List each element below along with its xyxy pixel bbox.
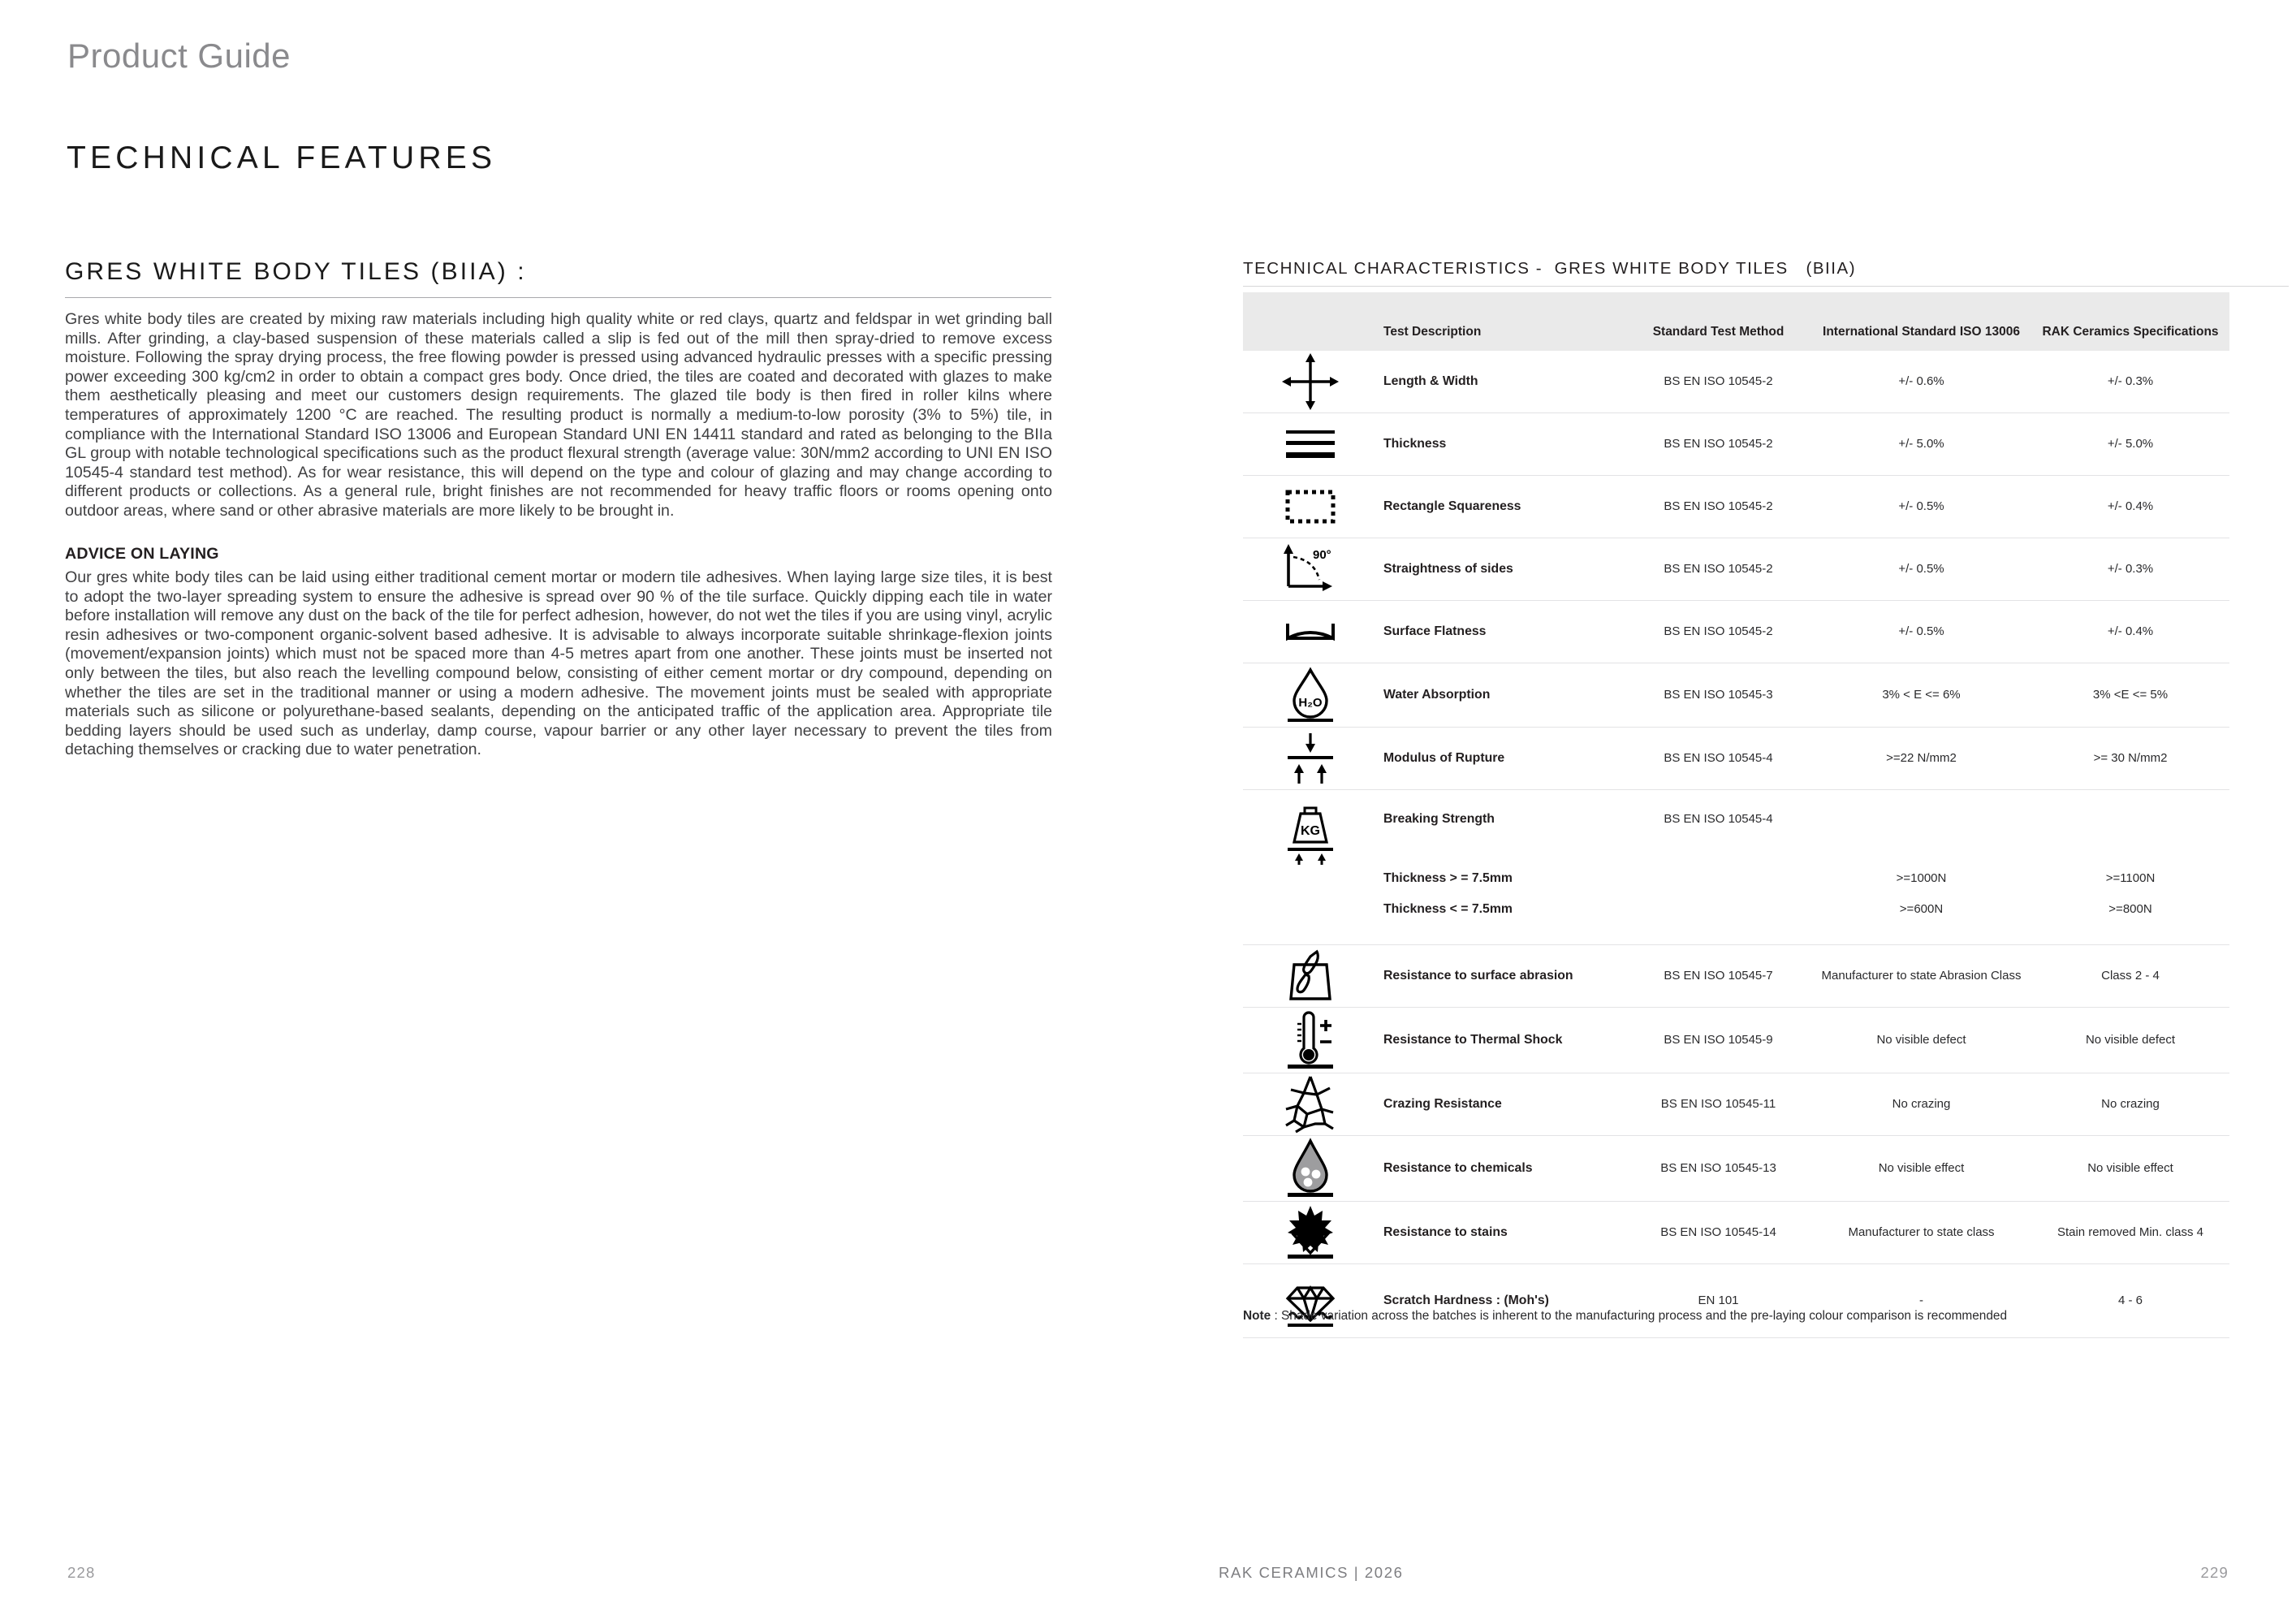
row-rak: 4 - 6 (2117, 1294, 2143, 1307)
table-row (1243, 538, 2229, 601)
row-standard: BS EN ISO 10545-3 (1664, 688, 1773, 702)
crazing-icon (1243, 1073, 1377, 1135)
note-text: : Shade variation across the batches is inherent to the manufacturing process and the pre-laying colour comparison is recommended (1271, 1309, 2008, 1323)
row-iso: Manufacturer to state Abrasion Class (1821, 969, 2022, 983)
subrow-description: Thickness < = 7.5mm (1383, 902, 1513, 916)
row-description: Modulus of Rupture (1383, 751, 1505, 765)
table-row (1243, 728, 2229, 790)
row-iso: Manufacturer to state class (1848, 1225, 1995, 1239)
row-description: Water Absorption (1383, 688, 1491, 702)
row-rak: +/- 0.4% (2107, 624, 2154, 638)
row-description: Resistance to chemicals (1383, 1161, 1533, 1175)
row-rak: +/- 5.0% (2107, 437, 2154, 451)
subsection-title: GRES WHITE BODY TILES (BIIA) : (65, 258, 527, 285)
table-row (1243, 663, 2229, 728)
row-rak: +/- 0.3% (2107, 562, 2154, 576)
table-row-breaking-strength (1243, 790, 2229, 945)
row-description: Resistance to Thermal Shock (1383, 1033, 1563, 1047)
row-iso: >=22 N/mm2 (1886, 751, 1957, 765)
table-row (1243, 413, 2229, 476)
row-rak: No visible defect (2085, 1033, 2176, 1047)
thermal-shock-icon (1243, 1008, 1377, 1073)
row-standard: BS EN ISO 10545-11 (1660, 1097, 1776, 1111)
row-standard: BS EN ISO 10545-2 (1664, 499, 1773, 513)
folio-right: 229 (2200, 1564, 2229, 1581)
table-row (1243, 1073, 2229, 1136)
row-standard: BS EN ISO 10545-14 (1660, 1225, 1776, 1239)
subsection-divider (65, 297, 1051, 298)
table-row (1243, 601, 2229, 663)
page-title: TECHNICAL FEATURES (67, 140, 497, 175)
row-standard: BS EN ISO 10545-13 (1660, 1161, 1776, 1175)
subrow-rak: >=1100N (2105, 871, 2156, 885)
row-rak: No visible effect (2087, 1161, 2173, 1175)
row-standard: BS EN ISO 10545-4 (1664, 751, 1773, 765)
row-standard: BS EN ISO 10545-7 (1664, 969, 1773, 983)
col-header-icon (1243, 339, 1377, 351)
row-standard: BS EN ISO 10545-2 (1664, 562, 1773, 576)
water-absorption-icon (1243, 663, 1377, 727)
subrow-iso: >=1000N (1896, 871, 1947, 885)
row-iso: +/- 0.5% (1898, 624, 1944, 638)
table-note (1243, 1309, 2007, 1324)
row-iso: +/- 5.0% (1898, 437, 1944, 451)
row-iso: No crazing (1892, 1097, 1951, 1111)
col-header-rak: RAK Ceramics Specifications (2042, 325, 2219, 339)
row-description: Resistance to surface abrasion (1383, 969, 1573, 983)
row-rak: 3% <E <= 5% (2092, 688, 2169, 702)
row-iso: +/- 0.6% (1898, 374, 1944, 388)
row-rak: No crazing (2101, 1097, 2160, 1111)
subrow-rak: >=800N (2108, 902, 2152, 916)
row-description: Surface Flatness (1383, 624, 1487, 638)
note-label: Note (1243, 1309, 1271, 1323)
row-rak: Stain removed Min. class 4 (2056, 1225, 2204, 1239)
surface-flatness-icon (1243, 615, 1377, 648)
subrow-description: Thickness > = 7.5mm (1383, 871, 1513, 885)
row-iso: 3% < E <= 6% (1882, 688, 1961, 702)
table-row (1243, 945, 2229, 1008)
row-rak: +/- 0.3% (2107, 374, 2154, 388)
table-row (1243, 1136, 2229, 1202)
svg-text:90°: 90° (1312, 548, 1331, 562)
row-description: Resistance to stains (1383, 1225, 1508, 1239)
col-header-standard: Standard Test Method (1652, 325, 1785, 339)
row-iso: No visible defect (1876, 1033, 1966, 1047)
row-standard: EN 101 (1698, 1294, 1739, 1307)
subrow-iso: >=600N (1899, 902, 1944, 916)
advice-paragraph: Our gres white body tiles can be laid using either traditional cement mortar or modern tile adhesives. When laying large size tiles, it is best to adopt the two-layer spreading system to ensure the adhesive is spread over 90 % of the tile surface. Quickly dipping each tile in water before installation will remove any dust on the back of the tile for perfect adhesion, however, do not wet the tiles if you are using vinyl, acrylic resin adhesives or two-component organic-solvent based adhesive. It is advisable to always incorporate suitable shrinkage-flexion joints (movement/expansion joints) which must not be spaced more than 4-5 metres apart from one another. These joints must be inserted not only between the tiles, but also reach the levelling compound below, consisting of either cement mortar or dry compound, depending on whether the tiles are set in the traditional manner or using a modern adhesive. The movement joints must be sealed with appropriate materials such as silicone or polyurethane-based sealants, depending on the anticipated traffic of the application area. Appropriate tile bedding layers should be used such as underlay, damp course, vapour barrier or any other layer necessary to prevent the tiles from detaching themselves or cracking due to water penetration. (65, 568, 1052, 759)
straightness-icon (1243, 541, 1377, 598)
row-standard: BS EN ISO 10545-4 (1664, 812, 1773, 826)
row-standard: BS EN ISO 10545-2 (1664, 624, 1773, 638)
table-title-divider (1243, 286, 2289, 287)
row-rak: >= 30 N/mm2 (2093, 751, 2168, 765)
row-description: Length & Width (1383, 374, 1478, 388)
technical-characteristics-table (1243, 292, 2229, 1338)
thickness-icon (1243, 422, 1377, 466)
abrasion-icon (1243, 947, 1377, 1005)
row-description: Thickness (1383, 437, 1447, 451)
page-kicker: Product Guide (67, 37, 291, 75)
chemicals-icon (1243, 1136, 1377, 1201)
table-title: TECHNICAL CHARACTERISTICS - GRES WHITE BODY TILES (BIIA) (1243, 259, 1857, 278)
row-description: Rectangle Squareness (1383, 499, 1521, 513)
rectangle-squareness-icon (1243, 484, 1377, 529)
modulus-rupture-icon (1243, 730, 1377, 787)
row-standard: BS EN ISO 10545-2 (1664, 374, 1773, 388)
table-row (1243, 1202, 2229, 1264)
length-width-icon (1243, 352, 1377, 412)
table-row (1243, 351, 2229, 413)
row-description: Straightness of sides (1383, 562, 1513, 576)
advice-heading: ADVICE ON LAYING (65, 545, 219, 563)
col-header-description: Test Description (1383, 325, 1482, 339)
footer-brand: RAK CERAMICS | 2026 (1219, 1564, 1404, 1581)
row-iso: No visible effect (1878, 1161, 1965, 1175)
intro-paragraph: Gres white body tiles are created by mixing raw materials including high quality white or red clays, quartz and feldspar in wet grinding ball mills. After grinding, a clay-based suspension of these materials called a slip is fed out of the mill then spray-dried to remove excess moisture. Following the spray drying process, the free flowing powder is pressed using advanced hydraulic presses with a specific pressing power exceeding 300 kg/cm2 in order to obtain a compact gres body. Once dried, the tiles are coated and decorated with glazes to make them aesthetically pleasing and meet our customers design requirements. The glazed tile body is then fired in roller kilns where temperatures of approximately 1200 °C are reached. The resulting product is normally a medium-to-low porosity (3% to 5%) tile, in compliance with the International Standard ISO 13006 and European Standard UNI EN 14411 standard and rated as belonging to the BIIa GL group with notable technological specifications such as the product flexural strength (average value: 30N/mm2 according to UNI EN ISO 10545-4 standard test method). As for wear resistance, this will depend on the type and colour of glazing and may change according to different products or collections. As a general rule, bright finishes are not recommended for heavy traffic floors or rooms opening onto outdoor areas, where sand or other abrasive materials are more likely to be brought in. (65, 310, 1052, 520)
row-description: Crazing Resistance (1383, 1097, 1502, 1111)
svg-text:KG: KG (1300, 824, 1320, 838)
stains-icon (1243, 1203, 1377, 1263)
row-iso: +/- 0.5% (1898, 499, 1944, 513)
table-row (1243, 1264, 2229, 1338)
table-row (1243, 476, 2229, 538)
row-standard: BS EN ISO 10545-2 (1664, 437, 1773, 451)
breaking-strength-icon (1243, 790, 1377, 868)
table-row (1243, 1008, 2229, 1073)
svg-text:H₂O: H₂O (1297, 696, 1323, 710)
folio-left: 228 (67, 1564, 96, 1581)
row-rak: Class 2 - 4 (2101, 969, 2160, 983)
row-description: Scratch Hardness : (Moh's) (1383, 1294, 1549, 1307)
row-standard: BS EN ISO 10545-9 (1664, 1033, 1773, 1047)
col-header-iso: International Standard ISO 13006 (1823, 325, 2020, 339)
row-rak: +/- 0.4% (2107, 499, 2154, 513)
row-iso: - (1919, 1294, 1923, 1307)
table-header-row (1243, 292, 2229, 351)
row-iso: +/- 0.5% (1898, 562, 1944, 576)
row-description: Breaking Strength (1383, 812, 1495, 826)
